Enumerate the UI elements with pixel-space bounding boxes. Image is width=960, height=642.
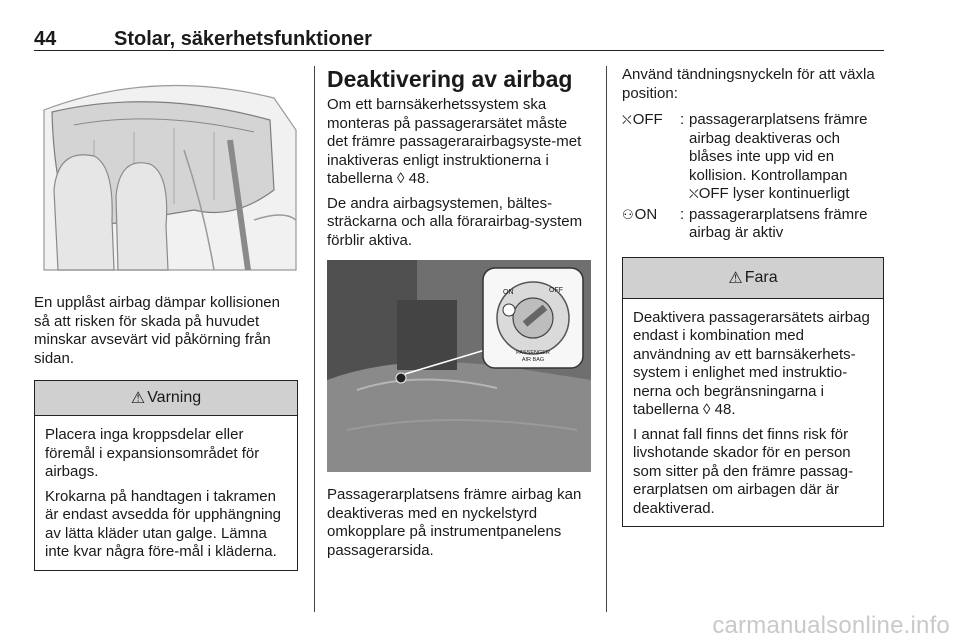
danger-box [622, 257, 884, 528]
danger-paragraph: Deaktivera passagerarsätets airbag endast i kombination med användning av ett barnsäkerhets-system i enlighet med instruktio-nerna och begränsningarna i tabellerna ◊ 48. [633, 308, 870, 418]
warning-title: Varning [147, 389, 202, 406]
body-paragraph: Använd tändningsnyckeln för att växla position: [622, 66, 875, 102]
danger-title: Fara [744, 268, 778, 286]
airbag-on-icon: ⚇ [622, 206, 634, 222]
page-number: 44 [34, 28, 57, 50]
column-left [34, 70, 298, 571]
body-paragraph: De andra airbagsystemen, bältes-sträckarna och alla förarairbag-system förblir aktiva. [327, 194, 583, 249]
column-middle [327, 66, 591, 560]
definition-on: ⚇ ON : passagerarplatsens främre airbag är aktiv [622, 206, 884, 243]
illustration-caption: En upplåst airbag dämpar kollisionen så att risken för skada på huvudet minskar avsevärt vid påkörning från sidan. [34, 294, 280, 367]
warning-paragraph: Krokarna på handtagen i takramen är endast avsedda för upphängning av lätta kläder utan galge. Lämna inte kvar några före-mål i kläderna. [45, 487, 282, 560]
body-paragraph: Om ett barnsäkerhetssystem ska monteras på passagerarsätet måste det främre passagerarairbagsyste-met inaktiveras enligt instruktionerna i tabellerna ◊ 48. [327, 96, 582, 187]
switch-label-line2: AIR BAG [521, 357, 545, 363]
definition-term: ON [634, 205, 658, 223]
column-right [622, 66, 884, 527]
switch-on-label: ON [503, 289, 514, 296]
warning-header [35, 381, 297, 416]
page-header [34, 28, 884, 51]
section-heading: Deaktivering av airbag [327, 66, 573, 92]
warning-paragraph: Placera inga kroppsdelar eller föremål i expansionsområdet för airbags. [45, 426, 260, 480]
warning-triangle-icon: ⚠ [130, 390, 146, 407]
danger-paragraph: I annat fall finns det finns risk för livshotande skador för en person som sitter på den främre passag-erarplatsen om airbagen där är deaktiverad. [633, 425, 854, 517]
chapter-title: Stolar, säkerhetsfunktioner [114, 28, 372, 50]
curtain-airbag-illustration [34, 70, 298, 278]
definition-text: passagerarplatsens främre airbag deaktiveras och blåses inte upp vid en kollision. Kontrollampan [689, 111, 868, 184]
warning-triangle-icon: ⚠ [728, 269, 743, 287]
airbag-off-icon: ⛌ [622, 112, 632, 127]
photo-caption: Passagerarplatsens främre airbag kan deaktiveras med en nyckelstyrd omkopplare på instrumentpanelens passagerarsida. [327, 486, 582, 559]
danger-header [623, 258, 883, 299]
switch-label-line1: PASSENGER [516, 350, 550, 356]
warning-box [34, 380, 298, 571]
airbag-off-icon: ⛌ [689, 186, 699, 201]
definition-off: ⛌ OFF : passagerarplatsens främre airbag deaktiveras och blåses inte upp vid en kollision. Kontrollampan ⛌OFF lyser kontinuerligt [622, 111, 868, 202]
column-divider [606, 66, 607, 612]
definition-text: passagerarplatsens främre airbag är aktiv [689, 205, 868, 241]
airbag-switch-photo [327, 260, 591, 472]
definition-term: OFF [632, 111, 663, 128]
column-divider [314, 66, 315, 612]
switch-off-label: OFF [549, 287, 563, 294]
definition-text: OFF lyser kontinuerligt [698, 185, 850, 202]
watermark: carmanualsonline.info [712, 612, 950, 639]
